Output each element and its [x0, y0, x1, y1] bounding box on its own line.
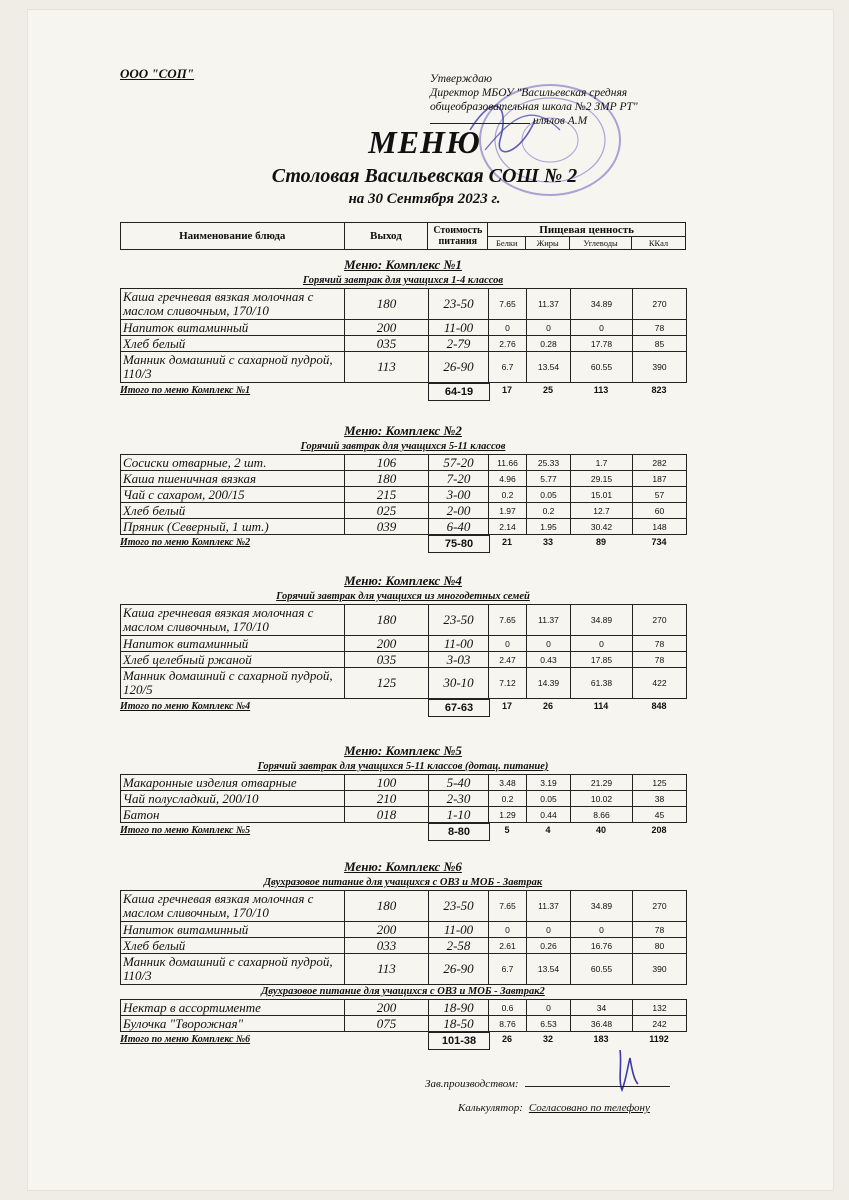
menu-section	[120, 742, 686, 841]
dish-price: 57-20	[429, 455, 489, 471]
dish-price: 23-50	[429, 289, 489, 320]
dish-output: 180	[345, 605, 429, 636]
total-protein: 5	[504, 825, 510, 835]
dish-fat: 14.39	[527, 668, 571, 699]
approve-name: илялов А.М	[532, 115, 588, 127]
dish-protein: 6.7	[489, 352, 527, 383]
total-protein: 21	[501, 537, 512, 547]
dish-fat: 0	[527, 1000, 571, 1016]
dish-kcal: 270	[633, 605, 687, 636]
dish-fat: 0.44	[527, 807, 571, 823]
dish-output: 200	[345, 1000, 429, 1016]
dish-price: 26-90	[429, 954, 489, 985]
dish-name: Напиток витаминный	[121, 922, 345, 938]
total-carbs: 183	[593, 1034, 609, 1044]
dish-fat: 0.28	[527, 336, 571, 352]
dish-price: 2-79	[429, 336, 489, 352]
table-row	[121, 1000, 687, 1016]
dish-name: Каша гречневая вязкая молочная с маслом сливочным, 170/10	[121, 605, 345, 636]
dish-carbs: 61.38	[571, 668, 633, 699]
dish-kcal: 57	[633, 487, 687, 503]
menu-items-table	[120, 999, 687, 1032]
group-subtitle: Горячий завтрак для учащихся 1-4 классов	[302, 275, 504, 286]
total-label: Итого по меню Комплекс №4	[120, 701, 251, 712]
total-label: Итого по меню Комплекс №6	[120, 1034, 251, 1045]
menu-section	[120, 422, 686, 553]
table-row	[121, 636, 687, 652]
dish-name: Манник домашний с сахарной пудрой, 120/5	[121, 668, 345, 699]
col-header-kcal: ККал	[632, 237, 686, 250]
group-subtitle: Горячий завтрак для учащихся из многодетных семей	[276, 591, 530, 602]
total-carbs: 89	[595, 537, 606, 547]
dish-protein: 6.7	[489, 954, 527, 985]
dish-price: 30-10	[429, 668, 489, 699]
dish-protein: 2.76	[489, 336, 527, 352]
dish-name: Чай полусладкий, 200/10	[121, 791, 345, 807]
dish-price: 11-00	[429, 636, 489, 652]
table-row	[121, 320, 687, 336]
dish-carbs: 60.55	[571, 352, 633, 383]
dish-kcal: 60	[633, 503, 687, 519]
total-label: Итого по меню Комплекс №1	[120, 385, 251, 396]
production-signoff	[425, 1078, 670, 1090]
col-header-output: Выход	[344, 223, 428, 250]
table-row	[121, 1016, 687, 1032]
table-row	[121, 775, 687, 791]
total-kcal: 1192	[649, 1034, 669, 1044]
menu-items-table	[120, 604, 687, 699]
dish-output: 113	[345, 352, 429, 383]
dish-kcal: 38	[633, 791, 687, 807]
group-subtitle: Двухразовое питание для учащихся с ОВЗ и МОБ - Завтрак2	[261, 986, 545, 997]
dish-kcal: 390	[633, 352, 687, 383]
dish-output: 106	[345, 455, 429, 471]
dish-name: Манник домашний с сахарной пудрой, 110/3	[121, 352, 345, 383]
total-carbs: 40	[595, 825, 606, 835]
dish-carbs: 17.78	[571, 336, 633, 352]
dish-kcal: 148	[633, 519, 687, 535]
dish-kcal: 78	[633, 652, 687, 668]
dish-fat: 0.05	[527, 487, 571, 503]
table-row	[121, 652, 687, 668]
dish-fat: 1.95	[527, 519, 571, 535]
table-row	[121, 668, 687, 699]
dish-kcal: 187	[633, 471, 687, 487]
organization-name: ООО "СОП"	[120, 66, 195, 81]
dish-name: Хлеб белый	[121, 938, 345, 954]
menu-date: на 30 Сентября 2023 г.	[348, 191, 501, 207]
group-subtitle: Двухразовое питание для учащихся с ОВЗ и МОБ - Завтрак	[263, 877, 543, 888]
dish-fat: 0.26	[527, 938, 571, 954]
dish-kcal: 85	[633, 336, 687, 352]
total-fat: 33	[542, 537, 553, 547]
dish-output: 039	[345, 519, 429, 535]
calculator-signoff	[458, 1102, 650, 1114]
dish-price: 26-90	[429, 352, 489, 383]
section-total	[120, 535, 686, 553]
dish-fat: 0	[527, 922, 571, 938]
dish-kcal: 45	[633, 807, 687, 823]
dish-name: Манник домашний с сахарной пудрой, 110/3	[121, 954, 345, 985]
dish-output: 125	[345, 668, 429, 699]
col-header-protein: Белки	[488, 237, 526, 250]
dish-kcal: 125	[633, 775, 687, 791]
calculator-label: Калькулятор:	[458, 1102, 523, 1114]
dish-fat: 0	[527, 636, 571, 652]
dish-name: Булочка "Творожная"	[121, 1016, 345, 1032]
total-fat: 25	[542, 385, 553, 395]
dish-price: 3-00	[429, 487, 489, 503]
dish-output: 200	[345, 320, 429, 336]
dish-output: 025	[345, 503, 429, 519]
dish-output: 180	[345, 891, 429, 922]
dish-fat: 13.54	[527, 954, 571, 985]
dish-protein: 7.65	[489, 605, 527, 636]
total-price: 8-80	[428, 823, 490, 841]
table-row	[121, 455, 687, 471]
dish-kcal: 282	[633, 455, 687, 471]
group-subtitle: Горячий завтрак для учащихся 5-11 классов (дотац. питание)	[257, 761, 549, 772]
dish-protein: 7.65	[489, 891, 527, 922]
production-label: Зав.производством:	[425, 1078, 519, 1090]
dish-name: Каша пшеничная вязкая	[121, 471, 345, 487]
dish-output: 210	[345, 791, 429, 807]
dish-price: 11-00	[429, 922, 489, 938]
dish-name: Нектар в ассортименте	[121, 1000, 345, 1016]
dish-price: 3-03	[429, 652, 489, 668]
dish-name: Каша гречневая вязкая молочная с маслом сливочным, 170/10	[121, 891, 345, 922]
dish-carbs: 0	[571, 636, 633, 652]
dish-fat: 3.19	[527, 775, 571, 791]
dish-fat: 6.53	[527, 1016, 571, 1032]
dish-kcal: 132	[633, 1000, 687, 1016]
dish-output: 215	[345, 487, 429, 503]
menu-items-table	[120, 890, 687, 985]
table-row	[121, 938, 687, 954]
dish-name: Каша гречневая вязкая молочная с маслом сливочным, 170/10	[121, 289, 345, 320]
dish-protein: 3.48	[489, 775, 527, 791]
total-kcal: 734	[651, 537, 667, 547]
group-subtitle: Горячий завтрак для учащихся 5-11 классов	[300, 441, 506, 452]
dish-output: 035	[345, 336, 429, 352]
dish-kcal: 390	[633, 954, 687, 985]
dish-price: 11-00	[429, 320, 489, 336]
total-protein: 26	[501, 1034, 512, 1044]
menu-section	[120, 572, 686, 717]
dish-kcal: 270	[633, 289, 687, 320]
calculator-value: Согласовано по телефону	[528, 1102, 650, 1114]
section-title: Меню: Комплекс №4	[344, 573, 462, 588]
dish-protein: 0	[489, 922, 527, 938]
dish-protein: 0.2	[489, 487, 527, 503]
dish-output: 200	[345, 922, 429, 938]
dish-protein: 7.65	[489, 289, 527, 320]
col-header-fat: Жиры	[526, 237, 570, 250]
dish-protein: 0.6	[489, 1000, 527, 1016]
table-row	[121, 922, 687, 938]
total-fat: 26	[542, 701, 553, 711]
table-row	[121, 954, 687, 985]
approval-block	[430, 72, 690, 128]
dish-protein: 0.2	[489, 791, 527, 807]
dish-name: Хлеб белый	[121, 503, 345, 519]
dish-carbs: 15.01	[571, 487, 633, 503]
col-header-nutrition: Пищевая ценность	[488, 223, 686, 237]
dish-carbs: 34.89	[571, 289, 633, 320]
dish-price: 2-00	[429, 503, 489, 519]
dish-name: Сосиски отварные, 2 шт.	[121, 455, 345, 471]
dish-name: Чай с сахаром, 200/15	[121, 487, 345, 503]
table-row	[121, 791, 687, 807]
dish-price: 6-40	[429, 519, 489, 535]
total-price: 101-38	[428, 1032, 490, 1050]
dish-fat: 11.37	[527, 289, 571, 320]
dish-kcal: 78	[633, 922, 687, 938]
dish-price: 23-50	[429, 605, 489, 636]
dish-name: Хлеб целебный ржаной	[121, 652, 345, 668]
dish-kcal: 78	[633, 320, 687, 336]
dish-fat: 13.54	[527, 352, 571, 383]
dish-price: 2-30	[429, 791, 489, 807]
total-label: Итого по меню Комплекс №5	[120, 825, 251, 836]
dish-protein: 4.96	[489, 471, 527, 487]
section-total	[120, 699, 686, 717]
total-fat: 4	[545, 825, 551, 835]
page-subtitle: Столовая Васильевская СОШ № 2	[271, 165, 578, 187]
table-row	[121, 471, 687, 487]
dish-protein: 0	[489, 636, 527, 652]
menu-section	[120, 256, 686, 401]
menu-items-table	[120, 288, 687, 383]
dish-carbs: 34.89	[571, 605, 633, 636]
dish-name: Макаронные изделия отварные	[121, 775, 345, 791]
dish-kcal: 242	[633, 1016, 687, 1032]
dish-protein: 0	[489, 320, 527, 336]
dish-fat: 11.37	[527, 605, 571, 636]
dish-carbs: 16.76	[571, 938, 633, 954]
dish-carbs: 36.48	[571, 1016, 633, 1032]
col-header-name: Наименование блюда	[121, 223, 345, 250]
column-header-table	[120, 222, 686, 250]
table-row	[121, 289, 687, 320]
approve-line-2: Директор МБОУ "Васильевская средняя	[430, 87, 628, 99]
dish-protein: 11.66	[489, 455, 527, 471]
production-blank	[525, 1086, 670, 1087]
dish-fat: 11.37	[527, 891, 571, 922]
table-row	[121, 503, 687, 519]
dish-carbs: 0	[571, 922, 633, 938]
dish-protein: 2.61	[489, 938, 527, 954]
total-kcal: 848	[651, 701, 667, 711]
dish-kcal: 422	[633, 668, 687, 699]
approve-line-1: Утверждаю	[430, 73, 492, 85]
table-row	[121, 807, 687, 823]
dish-carbs: 10.02	[571, 791, 633, 807]
dish-kcal: 270	[633, 891, 687, 922]
total-price: 67-63	[428, 699, 490, 717]
dish-fat: 25.33	[527, 455, 571, 471]
dish-price: 7-20	[429, 471, 489, 487]
section-total	[120, 383, 686, 401]
dish-output: 180	[345, 471, 429, 487]
section-title: Меню: Комплекс №5	[344, 743, 462, 758]
dish-output: 035	[345, 652, 429, 668]
dish-price: 5-40	[429, 775, 489, 791]
dish-carbs: 60.55	[571, 954, 633, 985]
table-row	[121, 605, 687, 636]
section-title: Меню: Комплекс №2	[344, 423, 462, 438]
dish-name: Пряник (Северный, 1 шт.)	[121, 519, 345, 535]
dish-protein: 1.97	[489, 503, 527, 519]
menu-section	[120, 858, 686, 1050]
total-protein: 17	[501, 385, 512, 395]
table-row	[121, 891, 687, 922]
section-title: Меню: Комплекс №6	[344, 859, 462, 874]
dish-price: 23-50	[429, 891, 489, 922]
total-price: 75-80	[428, 535, 490, 553]
dish-fat: 0	[527, 320, 571, 336]
table-row	[121, 336, 687, 352]
dish-kcal: 78	[633, 636, 687, 652]
total-kcal: 208	[651, 825, 667, 835]
table-row	[121, 487, 687, 503]
dish-protein: 7.12	[489, 668, 527, 699]
dish-output: 075	[345, 1016, 429, 1032]
dish-protein: 2.47	[489, 652, 527, 668]
total-carbs: 113	[593, 385, 609, 395]
table-row	[121, 519, 687, 535]
dish-fat: 5.77	[527, 471, 571, 487]
dish-protein: 1.29	[489, 807, 527, 823]
dish-protein: 8.76	[489, 1016, 527, 1032]
dish-output: 113	[345, 954, 429, 985]
section-total	[120, 823, 686, 841]
dish-price: 1-10	[429, 807, 489, 823]
col-header-price: Стоимость питания	[428, 223, 488, 250]
dish-carbs: 21.29	[571, 775, 633, 791]
total-price: 64-19	[428, 383, 490, 401]
dish-name: Напиток витаминный	[121, 320, 345, 336]
dish-fat: 0.05	[527, 791, 571, 807]
dish-output: 200	[345, 636, 429, 652]
menu-items-table	[120, 454, 687, 535]
dish-carbs: 34	[571, 1000, 633, 1016]
dish-price: 18-90	[429, 1000, 489, 1016]
total-fat: 32	[542, 1034, 553, 1044]
total-kcal: 823	[651, 385, 667, 395]
table-row	[121, 352, 687, 383]
dish-fat: 0.2	[527, 503, 571, 519]
total-protein: 17	[501, 701, 512, 711]
dish-output: 018	[345, 807, 429, 823]
dish-carbs: 17.85	[571, 652, 633, 668]
dish-price: 2-58	[429, 938, 489, 954]
col-header-carbs: Углеводы	[570, 237, 632, 250]
dish-price: 18-50	[429, 1016, 489, 1032]
dish-carbs: 34.89	[571, 891, 633, 922]
dish-fat: 0.43	[527, 652, 571, 668]
dish-carbs: 29.15	[571, 471, 633, 487]
menu-items-table	[120, 774, 687, 823]
dish-carbs: 8.66	[571, 807, 633, 823]
total-label: Итого по меню Комплекс №2	[120, 537, 251, 548]
production-signature	[600, 1040, 660, 1100]
page-title: МЕНЮ	[368, 124, 481, 160]
dish-carbs: 12.7	[571, 503, 633, 519]
dish-output: 180	[345, 289, 429, 320]
dish-kcal: 80	[633, 938, 687, 954]
dish-carbs: 0	[571, 320, 633, 336]
dish-name: Батон	[121, 807, 345, 823]
dish-name: Хлеб белый	[121, 336, 345, 352]
dish-output: 033	[345, 938, 429, 954]
dish-output: 100	[345, 775, 429, 791]
dish-carbs: 30.42	[571, 519, 633, 535]
dish-carbs: 1.7	[571, 455, 633, 471]
dish-name: Напиток витаминный	[121, 636, 345, 652]
dish-protein: 2.14	[489, 519, 527, 535]
section-title: Меню: Комплекс №1	[344, 257, 462, 272]
total-carbs: 114	[593, 701, 609, 711]
approve-line-3: общеобразовательная школа №2 ЗМР РТ"	[430, 101, 638, 113]
